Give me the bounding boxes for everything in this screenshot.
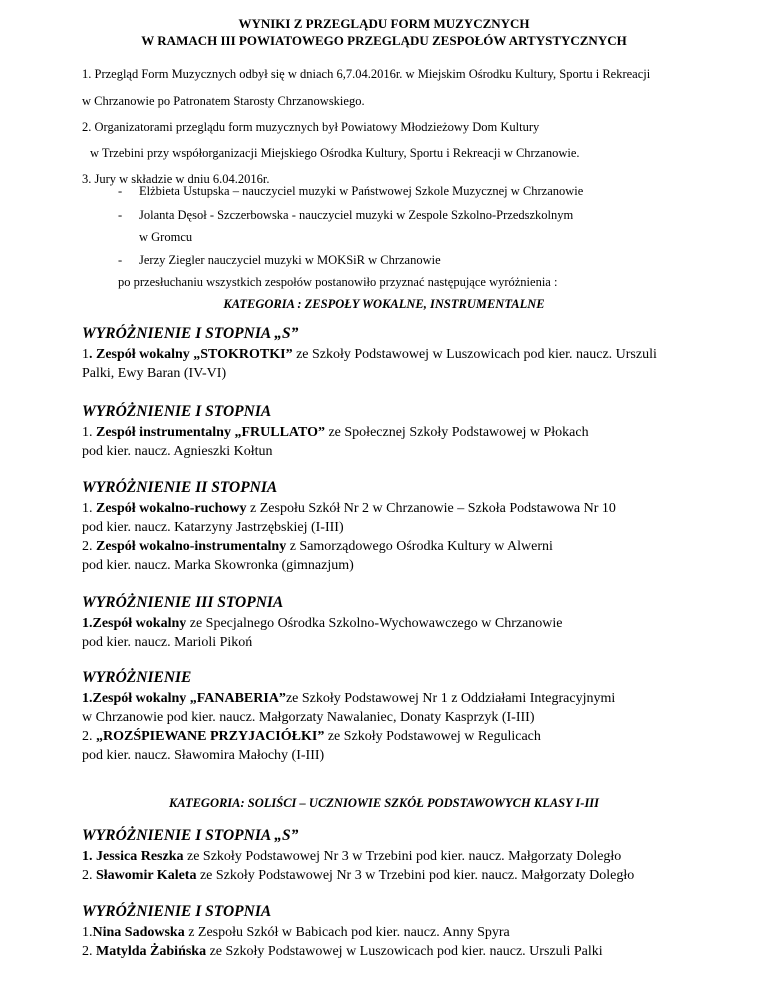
award-heading: WYRÓŻNIENIE I STOPNIA „S” [82,827,299,844]
jury-member-1: Elżbieta Ustupska – nauczyciel muzyki w Państwowej Szkole Muzycznej w Chrzanowie [139,184,584,198]
award-entry-cont: pod kier. naucz. Marka Skowronka (gimnazjum) [82,558,354,573]
jury-bullet: - [118,253,123,267]
intro-paragraph-1: 1. Przegląd Form Muzycznych odbył się w dniach 6,7.04.2016r. w Miejskim Ośrodku Kultury, Sportu i Rekreacji [82,67,651,81]
award-entry: 1. Zespół wokalny „STOKROTKI” ze Szkoły Podstawowej w Luszowicach pod kier. naucz. Urszuli [82,347,657,362]
award-heading: WYRÓŻNIENIE I STOPNIA [82,903,272,920]
award-heading: WYRÓŻNIENIE I STOPNIA „S” [82,325,299,342]
award-heading: WYRÓŻNIENIE I STOPNIA [82,403,272,420]
jury-member-2-cont: w Gromcu [139,230,193,244]
award-entry: 2. Zespół wokalno-instrumentalny z Samorządowego Ośrodka Kultury w Alwerni [82,539,553,554]
jury-member-3: Jerzy Ziegler nauczyciel muzyki w MOKSiR w Chrzanowie [139,253,441,267]
intro-paragraph-2: 2. Organizatorami przeglądu form muzycznych był Powiatowy Młodzieżowy Dom Kultury [82,120,540,134]
intro-paragraph-3: 3. Jury w składzie w dniu 6.04.2016r. [82,172,270,186]
award-entry: 2. Matylda Żabińska ze Szkoły Podstawowej w Luszowicach pod kier. naucz. Urszuli Palki [82,944,603,959]
category-2-title: KATEGORIA: SOLIŚCI – UCZNIOWIE SZKÓŁ PODSTAWOWYCH KLASY I-III [168,796,600,810]
award-entry-cont: pod kier. naucz. Sławomira Małochy (I-III) [82,748,325,763]
intro-paragraph-2-cont: w Trzebini przy współorganizacji Miejskiego Ośrodka Kultury, Sportu i Rekreacji w Chrzanowie. [90,146,580,160]
award-heading: WYRÓŻNIENIE III STOPNIA [82,594,284,611]
jury-closing: po przesłuchaniu wszystkich zespołów postanowiło przyznać następujące wyróżnienia : [118,275,558,289]
category-1-title: KATEGORIA : ZESPOŁY WOKALNE, INSTRUMENTALNE [223,297,545,311]
award-entry-cont: pod kier. naucz. Marioli Pikoń [82,635,253,650]
award-entry-cont: Palki, Ewy Baran (IV-VI) [82,366,227,381]
intro-paragraph-1-cont: w Chrzanowie po Patronatem Starosty Chrzanowskiego. [82,94,365,108]
award-entry-cont: pod kier. naucz. Agnieszki Kołtun [82,444,273,459]
award-entry: 2. „ROZŚPIEWANE PRZYJACIÓŁKI” ze Szkoły Podstawowej w Regulicach [82,729,541,744]
award-entry: 1. Zespół instrumentalny „FRULLATO” ze Społecznej Szkoły Podstawowej w Płokach [82,425,589,440]
award-entry: 1. Jessica Reszka ze Szkoły Podstawowej Nr 3 w Trzebini pod kier. naucz. Małgorzaty Doległo [82,849,622,864]
award-entry-cont: w Chrzanowie pod kier. naucz. Małgorzaty Nawalaniec, Donaty Kasprzyk (I-III) [82,710,535,725]
document-title-line-1: WYNIKI Z PRZEGLĄDU FORM MUZYCZNYCH [238,16,530,31]
award-entry: 1.Zespół wokalny ze Specjalnego Ośrodka Szkolno-Wychowawczego w Chrzanowie [82,616,563,631]
award-heading: WYRÓŻNIENIE II STOPNIA [82,479,278,496]
award-entry: 1.Nina Sadowska z Zespołu Szkół w Babicach pod kier. naucz. Anny Spyra [82,925,510,940]
award-heading: WYRÓŻNIENIE [82,669,192,686]
award-entry: 2. Sławomir Kaleta ze Szkoły Podstawowej Nr 3 w Trzebini pod kier. naucz. Małgorzaty Doległo [82,868,635,883]
jury-member-2: Jolanta Dęsoł - Szczerbowska - nauczyciel muzyki w Zespole Szkolno-Przedszkolnym [139,208,574,222]
jury-bullet: - [118,184,123,198]
award-entry-cont: pod kier. naucz. Katarzyny Jastrzębskiej (I-III) [82,520,344,535]
award-entry: 1.Zespół wokalny „FANABERIA”ze Szkoły Podstawowej Nr 1 z Oddziałami Integracyjnymi [82,691,616,706]
jury-bullet: - [118,208,123,222]
document-title-line-2: W RAMACH III POWIATOWEGO PRZEGLĄDU ZESPOŁÓW ARTYSTYCZNYCH [141,33,627,48]
award-entry: 1. Zespół wokalno-ruchowy z Zespołu Szkół Nr 2 w Chrzanowie – Szkoła Podstawowa Nr 10 [82,501,616,516]
